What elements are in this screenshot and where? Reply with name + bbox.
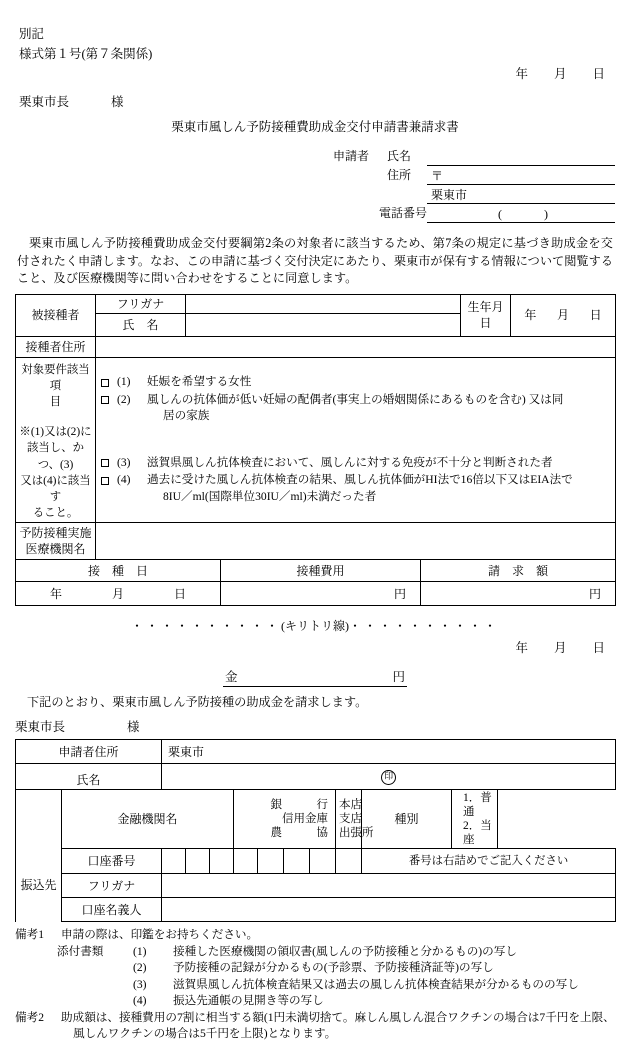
- table-row-cost-values: [16, 582, 616, 606]
- claim-addressee-name: 栗東市長: [15, 720, 66, 735]
- vaccination-cost-table: [15, 559, 616, 606]
- facility-label-line1: 予防接種実施: [19, 526, 92, 541]
- account-digit-cell[interactable]: [162, 849, 186, 874]
- recipient-name-label: 氏 名: [96, 313, 186, 336]
- page-title: 栗東市風しん予防接種費助成金交付申請書兼請求書: [171, 120, 459, 134]
- criteria-label-line2: 目: [49, 395, 62, 408]
- applicant-address-field-2[interactable]: 栗東市: [162, 740, 616, 764]
- claim-amount-row: [15, 668, 615, 687]
- note-2-text-cont: 風しんワクチンの場合は5千円を上限)となります。: [73, 1027, 337, 1041]
- criteria-note-line1: ※(1)又は(2)に: [19, 426, 92, 439]
- account-number-label: 口座番号: [62, 849, 162, 874]
- account-furigana-label: フリガナ: [62, 874, 162, 898]
- applicant-address-label-2: 申請者住所: [16, 740, 162, 764]
- claim-addressee-line: [15, 717, 615, 737]
- applicant-address-row: [333, 166, 615, 185]
- consent-paragraph: [15, 235, 615, 288]
- account-digit-cell[interactable]: [310, 849, 336, 874]
- table-row-criteria: [16, 357, 616, 523]
- account-kind-options[interactable]: [452, 790, 498, 849]
- attachment-text: 振込先通帳の見開き等の写し: [173, 994, 324, 1008]
- attachment-1: [15, 960, 615, 977]
- amount-prefix: 金: [225, 670, 238, 685]
- checkbox-icon[interactable]: [99, 455, 117, 472]
- account-digit-cell[interactable]: [186, 849, 210, 874]
- table-row-facility: [16, 523, 616, 560]
- option-number: (3): [117, 456, 131, 469]
- table-row-furigana: [16, 294, 616, 313]
- criteria-options-cell: [96, 357, 616, 523]
- cut-dots-right: ・・・・・・・・・・: [349, 619, 500, 634]
- applicant-postal-field[interactable]: 〒: [427, 167, 615, 185]
- appendix-label: 別記: [19, 27, 45, 41]
- option-text-wrap: [147, 472, 612, 505]
- birth-month: 月: [556, 308, 569, 322]
- checkbox-icon[interactable]: [99, 472, 117, 489]
- branch-type-2: 出張所: [339, 827, 374, 840]
- furigana-label: フリガナ: [96, 294, 186, 313]
- attachment-text: 滋賀県風しん抗体検査結果又は過去の風しん抗体検査結果が分かるものの写し: [173, 977, 579, 991]
- criteria-option-1[interactable]: [99, 374, 612, 391]
- form-number: 様式第１号(第７条関係): [19, 47, 153, 61]
- checkbox-icon[interactable]: [99, 392, 117, 409]
- vaccination-year: 年: [49, 586, 62, 601]
- consent-text: 栗東市風しん予防接種費助成金交付要綱第2条の対象者に該当するため、第7条の規定に基づき助成金を交付されたく申請します。なお、この申請に基づく交付決定にあたり、栗東市が保有する情報について閲覧すること、及び医療機関等に問い合わせをすることに同意します。: [17, 236, 613, 285]
- bank-type-list: [237, 798, 332, 840]
- applicant-address-label: 住所: [387, 168, 412, 182]
- applicant-name-row: [333, 147, 615, 166]
- vaccination-month: 月: [111, 586, 124, 601]
- bank-type-1: 信用金庫: [282, 813, 329, 826]
- note-2-text: 助成額は、接種費用の7割に相当する額(1円未満切捨て。麻しん風しん混合ワクチンの場合は7千円を上限、: [61, 1010, 615, 1024]
- attachment-number: (4): [133, 994, 147, 1008]
- account-digit-cell[interactable]: [234, 849, 258, 874]
- cost-label: 接種費用: [221, 560, 421, 582]
- branch-type-cell[interactable]: [336, 790, 374, 849]
- vaccination-date-field[interactable]: [16, 582, 221, 606]
- header-date-line: [15, 64, 615, 84]
- table-row-account-furigana: [16, 874, 616, 898]
- branch-type-list: [339, 798, 374, 840]
- attachment-text: 予防接種の記録が分かるもの(予診票、予防接種済証等)の写し: [173, 961, 494, 975]
- applicant-name-field-2[interactable]: [162, 764, 616, 790]
- cut-dots-left: ・・・・・・・・・・: [130, 619, 281, 634]
- facility-label-cell: [16, 523, 96, 560]
- table-row-account-holder: [16, 898, 616, 922]
- account-digit-cell[interactable]: [284, 849, 310, 874]
- criteria-label-cell: [16, 357, 96, 523]
- cost-value-field[interactable]: 円: [221, 582, 421, 606]
- applicant-name-field[interactable]: [427, 148, 615, 166]
- transfer-label: 振込先: [16, 849, 62, 922]
- criteria-option-2[interactable]: [99, 392, 612, 425]
- applicant-tel-row: [333, 204, 615, 223]
- attachments-label: 添付書類: [57, 944, 104, 958]
- addressee-name: 栗東市長: [19, 95, 70, 109]
- criteria-option-4[interactable]: [99, 472, 612, 505]
- amount-suffix: 円: [392, 670, 405, 685]
- option-text-cont: 居の家族: [163, 409, 210, 423]
- attachment-number: (2): [133, 961, 147, 975]
- attachment-2: [15, 977, 615, 994]
- applicant-name-label: 氏名: [387, 149, 412, 163]
- claim-value-field[interactable]: 円: [421, 582, 616, 606]
- facility-label-line2: 医療機関名: [25, 542, 86, 557]
- branch-type-1: 支店: [339, 813, 363, 826]
- header-date-month: 月: [553, 67, 567, 81]
- birth-year: 年: [524, 308, 537, 322]
- table-row-applicant-address: [16, 740, 616, 764]
- option-number: (2): [117, 393, 131, 406]
- option-text-cont: 8IU／ml(国際単位30IU／ml)未満だった者: [163, 489, 377, 503]
- vaccination-date-ymd: [19, 586, 217, 602]
- remittance-table: [15, 739, 616, 922]
- table-row-bank-header: [16, 790, 616, 849]
- claim-date-month: 月: [553, 641, 567, 656]
- account-kind-label: 種別: [362, 790, 452, 849]
- birthdate-label: 生年月日: [461, 294, 511, 336]
- criteria-note-line4: ること。: [32, 507, 79, 520]
- table-row-cost-header: [16, 560, 616, 582]
- option-text: 過去に受けた風しん抗体検査の結果、風しん抗体価がHI法で16倍以下又はEIA法で: [147, 473, 573, 487]
- recipient-address-field[interactable]: [96, 336, 616, 357]
- option-text-wrap: [147, 392, 612, 425]
- bank-type-cell[interactable]: [234, 790, 336, 849]
- bank-type-2: 農 協: [270, 827, 329, 840]
- application-table: [15, 294, 616, 561]
- note-1-label: 備考1: [15, 928, 44, 942]
- attachment-number: (3): [133, 977, 147, 991]
- addressee-honorific: 様: [111, 95, 124, 109]
- applicant-group-label: 申請者: [333, 149, 370, 163]
- recipient-label: 被接種者: [16, 294, 96, 336]
- account-holder-field[interactable]: [162, 898, 616, 922]
- criteria-note-line3: 又は(4)に該当す: [20, 474, 91, 503]
- tel-paren-close: ): [544, 207, 548, 221]
- kind-option-1[interactable]: 2．当座: [463, 820, 492, 847]
- option-text: 妊娠を希望する女性: [147, 375, 252, 389]
- attachment-number: (1): [133, 944, 147, 958]
- attachment-3: [15, 993, 615, 1010]
- applicant-tel-label: 電話番号: [378, 206, 427, 220]
- account-digit-cell[interactable]: [258, 849, 284, 874]
- vaccination-date-label: 接 種 日: [16, 560, 221, 582]
- kind-option-0[interactable]: 1．普通: [463, 792, 492, 819]
- criteria-label-line1: 対象要件該当項: [21, 363, 90, 392]
- claim-amount-field[interactable]: [223, 668, 407, 687]
- recipient-name-field[interactable]: [186, 313, 461, 336]
- account-digit-cell[interactable]: [336, 849, 362, 874]
- applicant-block: [333, 147, 615, 223]
- attachment-text: 接種した医療機関の領収書(風しんの予防接種と分かるもの)の写し: [173, 944, 517, 958]
- footnotes: [15, 927, 615, 1043]
- account-digit-cell[interactable]: [210, 849, 234, 874]
- option-text: 風しんの抗体価が低い妊婦の配偶者(事実上の婚姻関係にあるものを含む) 又は同: [147, 392, 564, 406]
- claim-addressee-honorific: 様: [127, 720, 140, 735]
- document-body: [15, 0, 615, 1043]
- claim-date-year: 年: [515, 641, 528, 656]
- birth-day: 日: [589, 308, 602, 322]
- table-row-account-number: [16, 849, 616, 874]
- table-row-recipient-address: [16, 336, 616, 357]
- bank-type-0: 銀 行: [270, 799, 329, 812]
- applicant-tel-field[interactable]: [427, 205, 615, 223]
- claim-date-line: [15, 638, 615, 658]
- table-row-applicant-name: [16, 764, 616, 790]
- criteria-option-3[interactable]: [99, 455, 612, 472]
- note-2-body: [61, 1010, 615, 1043]
- note-1: [15, 927, 615, 944]
- account-holder-label: 口座名義人: [62, 898, 162, 922]
- seal-icon: 印: [381, 770, 396, 785]
- tel-parens: [431, 205, 615, 223]
- checkbox-icon[interactable]: [99, 374, 117, 391]
- header-date-year: 年: [515, 67, 528, 81]
- vaccination-day: 日: [173, 586, 186, 601]
- option-number: (4): [117, 474, 131, 487]
- option-number: (1): [117, 376, 131, 389]
- birthdate-ymd: [514, 307, 612, 323]
- claim-statement: 下記のとおり、栗東市風しん予防接種の助成金を請求します。: [27, 695, 368, 710]
- applicant-name-label-2: 氏名: [16, 764, 162, 790]
- option-text: 滋賀県風しん抗体検査において、風しんに対する免疫が不十分と判断された者: [147, 455, 553, 469]
- applicant-city-field[interactable]: 栗東市: [427, 186, 615, 204]
- recipient-address-label: 接種者住所: [16, 336, 96, 357]
- account-number-note: 番号は右詰めでご記入ください: [362, 849, 616, 874]
- spacer: [99, 426, 612, 454]
- note-1-text: 申請の際は、印鑑をお持ちください。: [61, 928, 259, 942]
- cut-line: [15, 616, 615, 636]
- applicant-city-row: [333, 185, 615, 204]
- branch-type-0: 本店: [339, 799, 363, 812]
- tel-paren-open: (: [498, 207, 502, 221]
- claim-date-day: 日: [592, 641, 605, 656]
- note-2-label: 備考2: [15, 1010, 44, 1024]
- facility-name-field[interactable]: [96, 523, 616, 560]
- institution-label: 金融機関名: [62, 790, 234, 849]
- furigana-field[interactable]: [186, 294, 461, 313]
- birthdate-field[interactable]: [511, 294, 616, 336]
- cut-label: (キリトリ線): [281, 619, 349, 634]
- attachment-0: [15, 944, 615, 961]
- header-date-day: 日: [592, 67, 605, 81]
- criteria-label: [19, 362, 92, 522]
- transfer-label-spacer: [16, 790, 62, 849]
- addressee-line: [15, 92, 615, 112]
- note-2: [15, 1010, 615, 1043]
- account-furigana-field[interactable]: [162, 874, 616, 898]
- claim-amount-label: 請 求 額: [421, 560, 616, 582]
- criteria-note-line2: 該当し、かつ、(3): [27, 442, 84, 471]
